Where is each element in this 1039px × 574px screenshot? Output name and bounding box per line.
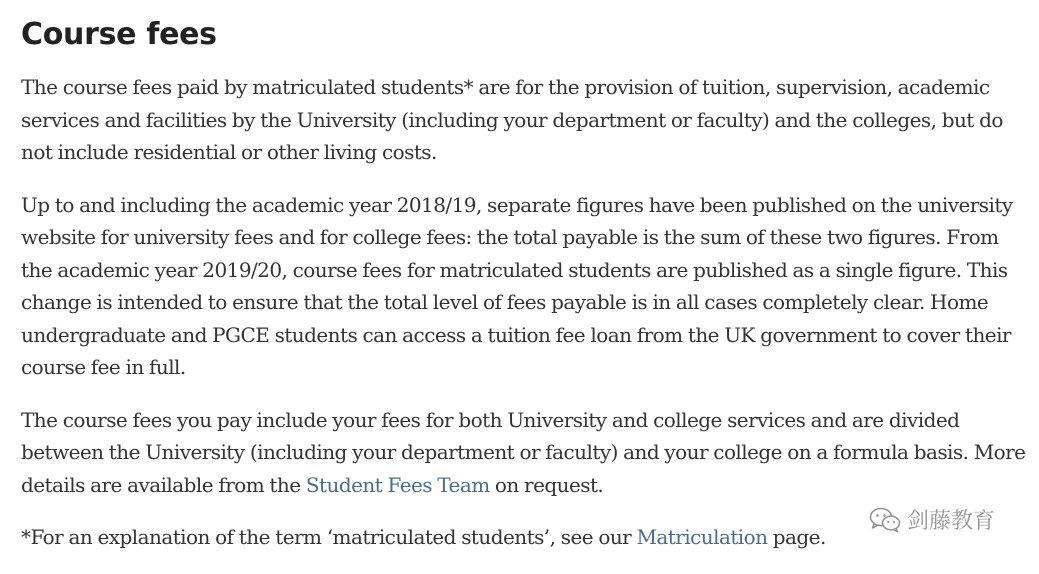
paragraph-fees-division bbox=[21, 404, 1031, 502]
footnote-end: page. bbox=[767, 525, 826, 549]
paragraph-fees-provision: The course fees paid by matriculated students* are for the provision of tuition, supervision, academic services and facilities by the University (including your department or faculty) and the colleges, but do not include residential or other living costs. bbox=[21, 75, 1003, 164]
course-fees-section bbox=[21, 12, 1031, 574]
paragraph-fees-division-end: on request. bbox=[489, 472, 604, 497]
paragraph-fees-history: Up to and including the academic year 2018/19, separate figures have been published on the university website for university fees and for college fees: the total payable is the sum of these two figures. From the academic year 2019/20, course fees for matriculated students are published as a single figure. This change is intended to ensure that the total level of fees payable is in all cases completely clear. Home undergraduate and PGCE students can access a tuition fee loan from the UK government to cover their course fee in full. bbox=[21, 192, 1013, 379]
matriculation-link[interactable]: Matriculation bbox=[636, 525, 768, 549]
page-title: Course fees bbox=[21, 17, 217, 52]
paragraph-fees-division-text: The course fees you pay include your fees for both University and college services and are divided between the University (including your department or faculty) and your college on a formula basis. More details are available from the bbox=[21, 407, 1026, 497]
footnote-text: *For an explanation of the term ‘matriculated students’, see our bbox=[21, 525, 637, 549]
watermark bbox=[869, 504, 995, 535]
student-fees-team-link[interactable]: Student Fees Team bbox=[305, 472, 490, 497]
watermark-text: 剑藤教育 bbox=[907, 509, 996, 534]
wechat-icon bbox=[869, 507, 901, 533]
